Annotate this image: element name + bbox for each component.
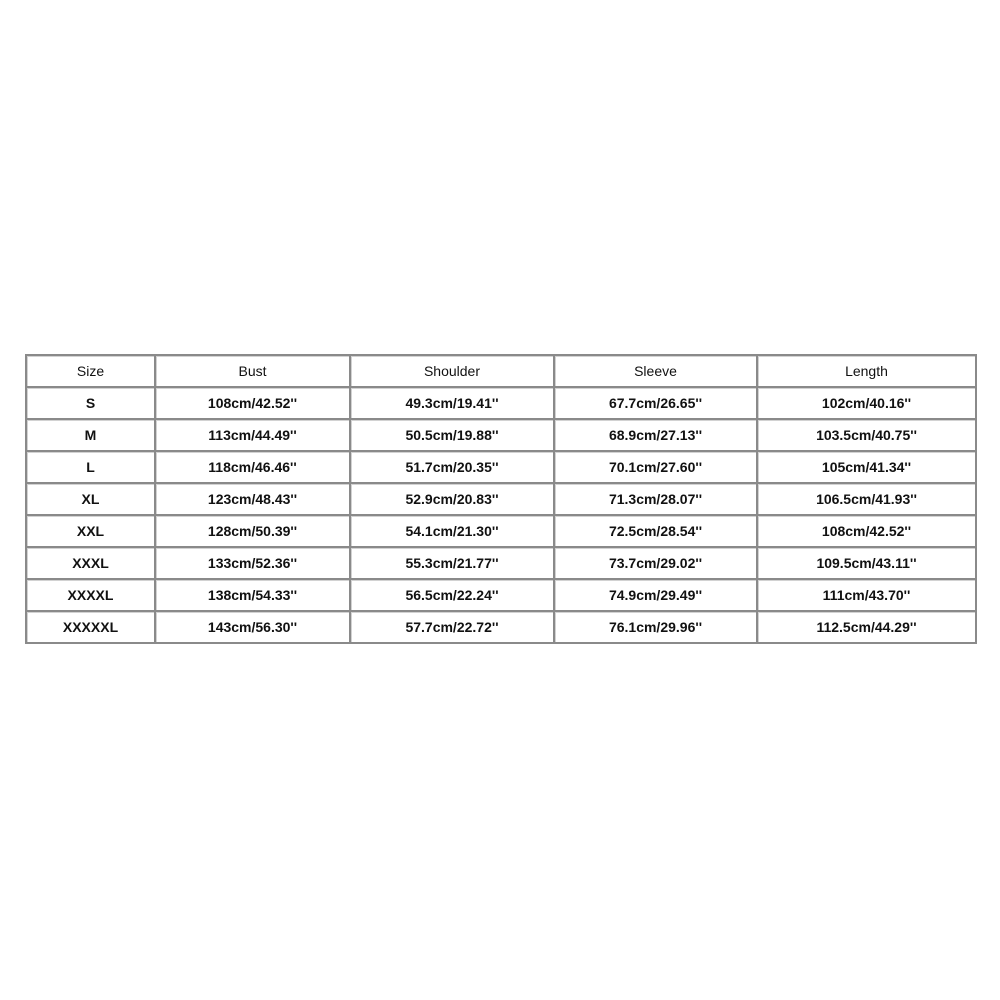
cell-bust: 113cm/44.49'' [156,420,351,452]
cell-sleeve: 72.5cm/28.54'' [555,516,758,548]
cell-size: XXXXXL [27,612,156,644]
cell-shoulder: 56.5cm/22.24'' [351,580,555,612]
cell-bust: 123cm/48.43'' [156,484,351,516]
cell-sleeve: 70.1cm/27.60'' [555,452,758,484]
cell-shoulder: 50.5cm/19.88'' [351,420,555,452]
cell-size: XXXXL [27,580,156,612]
cell-bust: 143cm/56.30'' [156,612,351,644]
cell-length: 111cm/43.70'' [758,580,977,612]
cell-size: XXXL [27,548,156,580]
cell-shoulder: 57.7cm/22.72'' [351,612,555,644]
header-sleeve: Sleeve [555,356,758,388]
cell-length: 112.5cm/44.29'' [758,612,977,644]
cell-size: XL [27,484,156,516]
cell-bust: 118cm/46.46'' [156,452,351,484]
cell-shoulder: 49.3cm/19.41'' [351,388,555,420]
table-row [27,388,977,420]
table-row [27,548,977,580]
cell-shoulder: 54.1cm/21.30'' [351,516,555,548]
cell-shoulder: 55.3cm/21.77'' [351,548,555,580]
table-row [27,420,977,452]
cell-shoulder: 51.7cm/20.35'' [351,452,555,484]
cell-size: S [27,388,156,420]
table-row [27,484,977,516]
cell-sleeve: 73.7cm/29.02'' [555,548,758,580]
cell-bust: 133cm/52.36'' [156,548,351,580]
header-length: Length [758,356,977,388]
cell-length: 102cm/40.16'' [758,388,977,420]
cell-length: 105cm/41.34'' [758,452,977,484]
table-row [27,612,977,644]
cell-length: 108cm/42.52'' [758,516,977,548]
header-bust: Bust [156,356,351,388]
size-chart-table [25,354,977,644]
cell-size: L [27,452,156,484]
cell-bust: 128cm/50.39'' [156,516,351,548]
cell-bust: 108cm/42.52'' [156,388,351,420]
table-row [27,580,977,612]
cell-sleeve: 71.3cm/28.07'' [555,484,758,516]
cell-sleeve: 74.9cm/29.49'' [555,580,758,612]
cell-size: XXL [27,516,156,548]
cell-sleeve: 76.1cm/29.96'' [555,612,758,644]
cell-length: 109.5cm/43.11'' [758,548,977,580]
cell-shoulder: 52.9cm/20.83'' [351,484,555,516]
cell-length: 103.5cm/40.75'' [758,420,977,452]
table-row [27,516,977,548]
cell-sleeve: 68.9cm/27.13'' [555,420,758,452]
table-row [27,452,977,484]
cell-sleeve: 67.7cm/26.65'' [555,388,758,420]
header-shoulder: Shoulder [351,356,555,388]
header-size: Size [27,356,156,388]
table-header-row [27,356,977,388]
cell-bust: 138cm/54.33'' [156,580,351,612]
cell-length: 106.5cm/41.93'' [758,484,977,516]
cell-size: M [27,420,156,452]
